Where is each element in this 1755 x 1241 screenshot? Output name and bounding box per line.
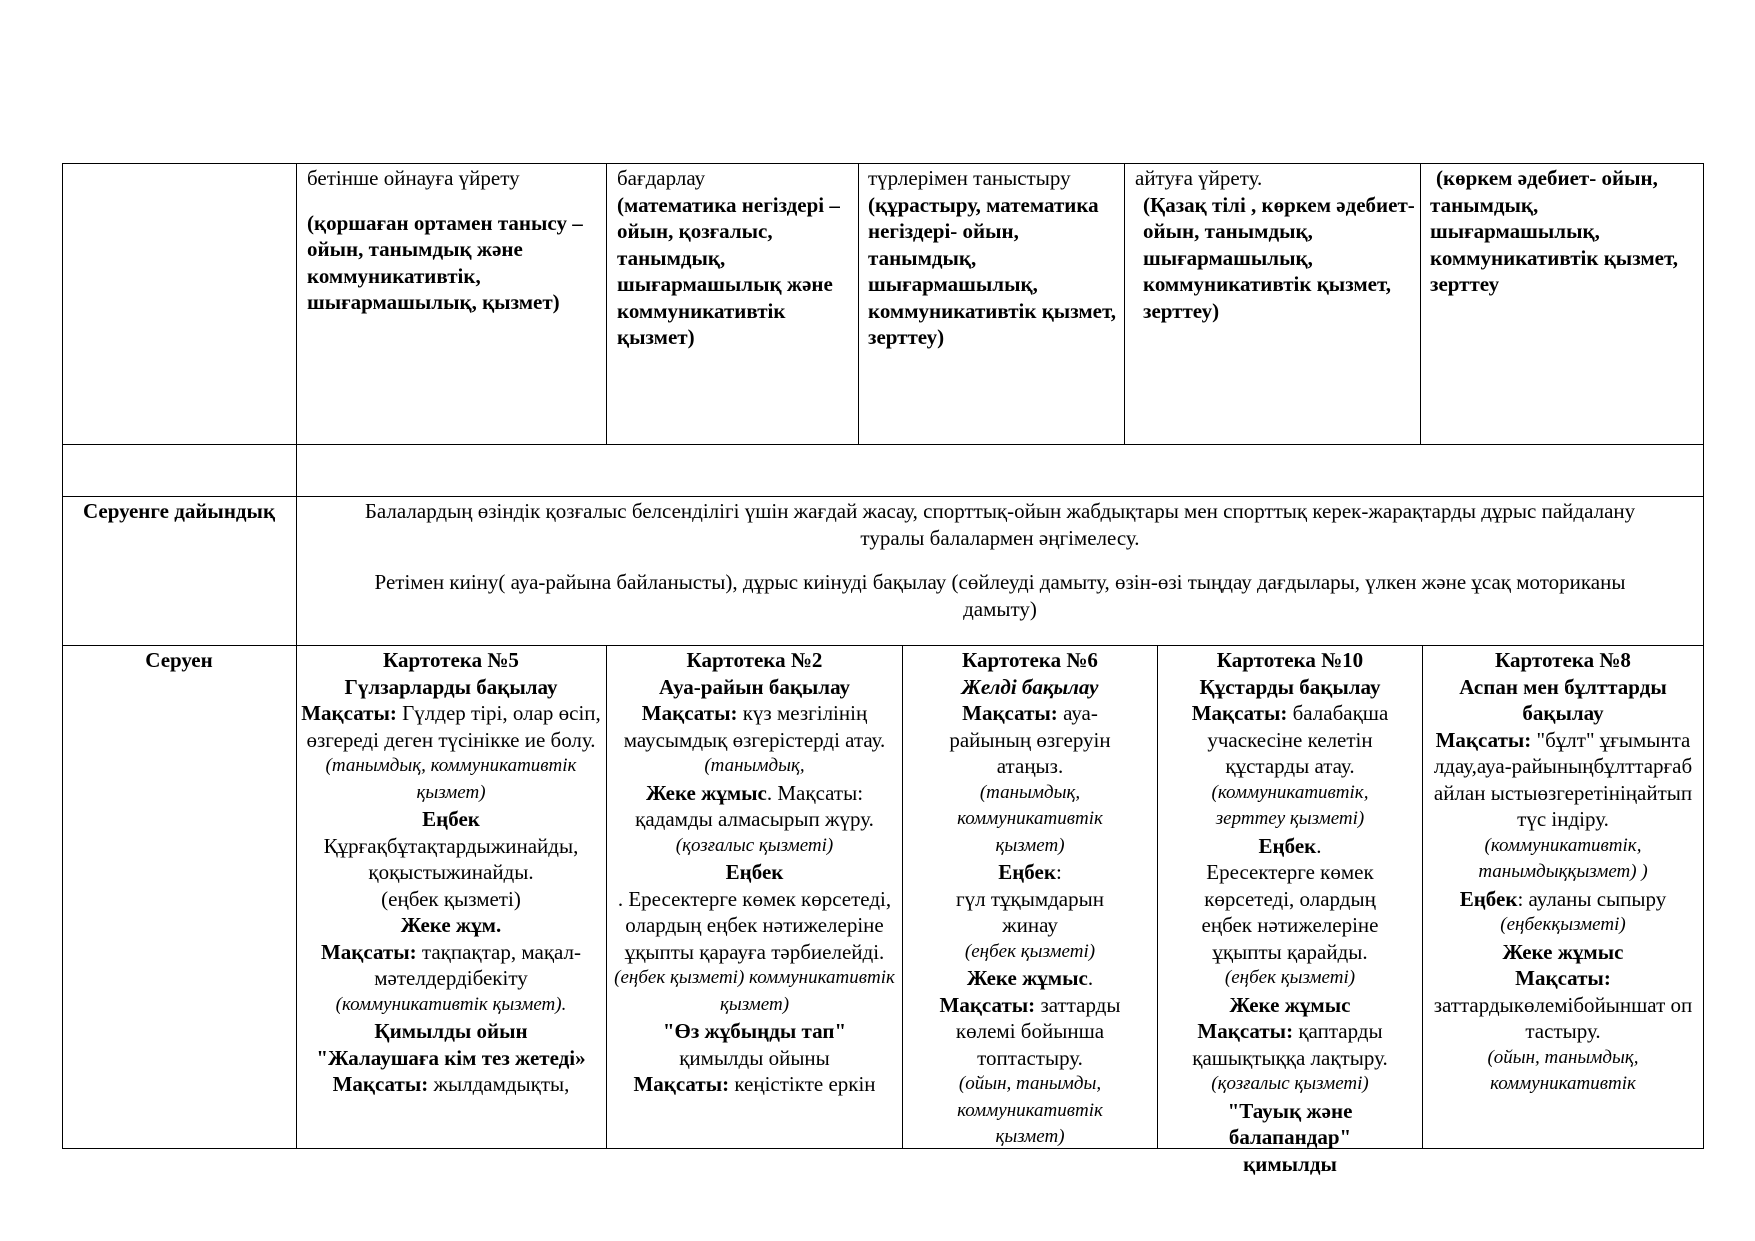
game-label: Қимылды ойын: [374, 1019, 528, 1043]
individual-work-label: Жеке жұмыс: [1229, 992, 1351, 1017]
labor-note: (еңбек қызметі): [964, 940, 1096, 962]
row1-col4-activity: (құрастыру, математика негіздері- ойын, танымдық, шығармашылық, коммуникативтік қызмет, зерттеу): [868, 192, 1116, 349]
individual-note: (ойын, танымды, коммуникативтік қызмет): [957, 1073, 1103, 1147]
row1-col2-cell: [307, 165, 601, 443]
individual-note: (коммуникативтік қызмет).: [335, 993, 567, 1015]
card-number: Картотека №10: [1216, 648, 1364, 672]
activity-note: (коммуникативтік, танымдыққызмет) ): [1478, 834, 1648, 882]
row1-col6-cell: [1430, 165, 1698, 443]
card-number: Картотека №5: [383, 648, 519, 672]
goal-text: Мақсаты: ауа-райының өзгеруін атаңыз.: [949, 701, 1111, 778]
row1-col3-cell: [617, 165, 853, 443]
individual-goal: Мақсаты: заттарды көлемі бойынша топтастыру.: [939, 992, 1121, 1070]
table-col-divider: [1124, 163, 1125, 445]
table-col-divider: [606, 163, 607, 445]
game-goal: Мақсаты: кеңістікте еркін: [633, 1072, 876, 1096]
prep-label: Серуенге дайындық: [82, 499, 276, 523]
prep-paragraph-2: Ретімен киіну( ауа-райына байланысты), дұрыс киінуді бақылау (сөйлеуді дамыту, өзін-өзі тыңдау дағдылары, үлкен және ұсақ моториканы дамыту): [374, 570, 1626, 621]
labor-label: Еңбек.: [1258, 833, 1322, 858]
individual-note: (қозғалыс қызметі): [675, 834, 834, 856]
individual-goal: Мақсаты: қаптарды қашықтыққа лақтыру.: [1192, 1019, 1388, 1070]
activity-note: (танымдық,: [704, 755, 805, 776]
table-row-divider: [62, 645, 1704, 646]
individual-goal: Жеке жұмыс. Мақсаты: қадамды алмасырып жүру.: [635, 780, 874, 831]
table-row-divider: [62, 444, 1704, 445]
labor-note: (еңбек қызметі): [1224, 967, 1356, 988]
row1-col5-activity: (Қазақ тілі , көркем әдебиет- ойын, танымдық, шығармашылық, коммуникативтік қызмет, зерттеу): [1143, 192, 1415, 323]
walk-col4-cell: [1160, 647, 1420, 1176]
goal-text: Мақсаты: Гүлдер тірі, олар өсіп, өзгереді деген түсінікке ие болу.: [301, 701, 601, 752]
labor-text: Ересектерге көмек көрсетеді, олардың еңбек нәтижелеріне ұқыпты қарайды.: [1201, 860, 1379, 964]
row1-col5-text: айтуға үйрету.: [1135, 166, 1263, 190]
row1-col2-activity: (қоршаған ортамен танысу – ойын, танымдық және коммуникативтік, шығармашылық, қызмет): [307, 210, 583, 314]
observation-topic: Желді бақылау: [961, 674, 1099, 699]
labor-text: Еңбек: ауланы сыпыру: [1459, 886, 1667, 911]
individual-work-label: Жеке жұмыс.: [966, 966, 1094, 990]
individual-goal-label: Мақсаты:: [1515, 966, 1611, 990]
card-number: Картотека №6: [962, 648, 1098, 672]
observation-topic: Гүлзарларды бақылау: [344, 674, 558, 699]
labor-label: Еңбек:: [998, 860, 1062, 884]
table-col-divider: [606, 645, 607, 1149]
individual-work-label: Жеке жұм.: [400, 913, 502, 937]
row1-col2-text: бетінше ойнауға үйрету: [307, 166, 520, 190]
game-name: "Жалаушаға кім тез жетеді»: [316, 1045, 586, 1070]
table-col-divider: [296, 163, 297, 1149]
table-col-divider: [1422, 645, 1423, 1149]
individual-note: (қозғалыс қызметі): [1211, 1073, 1369, 1094]
prep-paragraph-1: Балалардың өзіндік қозғалыс белсенділігі үшін жағдай жасау, спорттық-ойын жабдықтары мен спорттық керек-жарақтарды дұрыс пайдалану туралы балалармен әңгімелесу.: [364, 499, 1636, 550]
row1-col6-activity: (көркем әдебиет- ойын, танымдық, шығармашылық, коммуникативтік қызмет, зерттеу: [1430, 166, 1678, 296]
row1-col3-activity: (математика негіздері – ойын, қозғалыс, танымдық, шығармашылық және коммуникативтік қызмет): [617, 192, 840, 349]
labor-label: Еңбек: [725, 860, 784, 884]
table-border-bottom: [62, 1148, 1704, 1149]
labor-note: (еңбек қызметі): [381, 886, 521, 911]
card-number: Картотека №8: [1495, 648, 1631, 672]
activity-note: (коммуникативтік, зерттеу қызметі): [1211, 781, 1369, 829]
table-border-top: [62, 163, 1704, 164]
row1-col4-text: түрлерімен таныстыру: [868, 166, 1071, 190]
activity-note: (танымдық, коммуникативтік қызмет): [325, 755, 577, 803]
game-name: "Өз жұбыңды тап": [662, 1019, 847, 1043]
labor-text: . Ересектерге көмек көрсетеді, олардың еңбек нәтижелеріне ұқыпты қарауға тәрбиелейді.: [617, 886, 892, 964]
labor-note: (еңбекқызметі): [1500, 914, 1626, 935]
observation-topic: Құстарды бақылау: [1199, 674, 1381, 699]
table-col-divider: [902, 645, 903, 1149]
game-label: қимылды ойыны: [679, 1045, 830, 1070]
walk-label: Серуен: [145, 648, 213, 672]
table-border-left: [62, 163, 63, 1149]
row1-col4-cell: [868, 165, 1118, 443]
table-row-divider: [62, 496, 1704, 497]
individual-goal: Мақсаты: тақпақтар, мақал-мәтелдердібекіту: [320, 939, 582, 990]
walk-col3-cell: [905, 647, 1155, 1147]
labor-note: (еңбек қызметі) коммуникативтік қызмет): [614, 967, 895, 1015]
individual-goal: заттардыкөлемібойыншат оптастыру.: [1433, 992, 1693, 1043]
table-col-divider: [1157, 645, 1158, 1149]
game-name: "Тауық және балапандар" қимылды: [1227, 1098, 1353, 1176]
walk-col5-cell: [1425, 647, 1701, 1147]
game-goal: Мақсаты: жылдамдықты,: [332, 1072, 570, 1096]
walk-col1-cell: [299, 647, 603, 1147]
table-border-right: [1703, 163, 1704, 1149]
activity-note: (танымдық, коммуникативтік қызмет): [957, 781, 1103, 856]
individual-work-label: Жеке жұмыс: [1502, 939, 1624, 964]
labor-text: гүл тұқымдарын жинау: [956, 886, 1104, 937]
walk-col2-cell: [609, 647, 900, 1147]
individual-note: (ойын, танымдық, коммуникативтік: [1487, 1046, 1639, 1094]
card-number: Картотека №2: [686, 648, 823, 672]
labor-text: Құрғақбұтақтардыжинайды, қоқыстыжинайды.: [323, 833, 579, 884]
row1-col3-text: бағдарлау: [617, 166, 706, 190]
goal-text: Мақсаты: "бұлт" ұғымынталдау,ауа-райыныңбұлттарғабайлан ыстыөзгеретініңайтыптүс індіру.: [1433, 727, 1693, 831]
goal-text: Мақсаты: балабақша учаскесіне келетін құстарды атау.: [1191, 701, 1389, 778]
goal-text: Мақсаты: күз мезгілінің маусымдық өзгерістерді атау.: [623, 701, 886, 752]
prep-content: [346, 498, 1654, 643]
table-col-divider: [858, 163, 859, 445]
labor-label: Еңбек: [422, 807, 480, 831]
row1-col5-cell: [1135, 165, 1415, 443]
observation-topic: Аспан мен бұлттарды бақылау: [1459, 674, 1667, 725]
table-col-divider: [1420, 163, 1421, 445]
observation-topic: Ауа-райын бақылау: [658, 674, 851, 699]
